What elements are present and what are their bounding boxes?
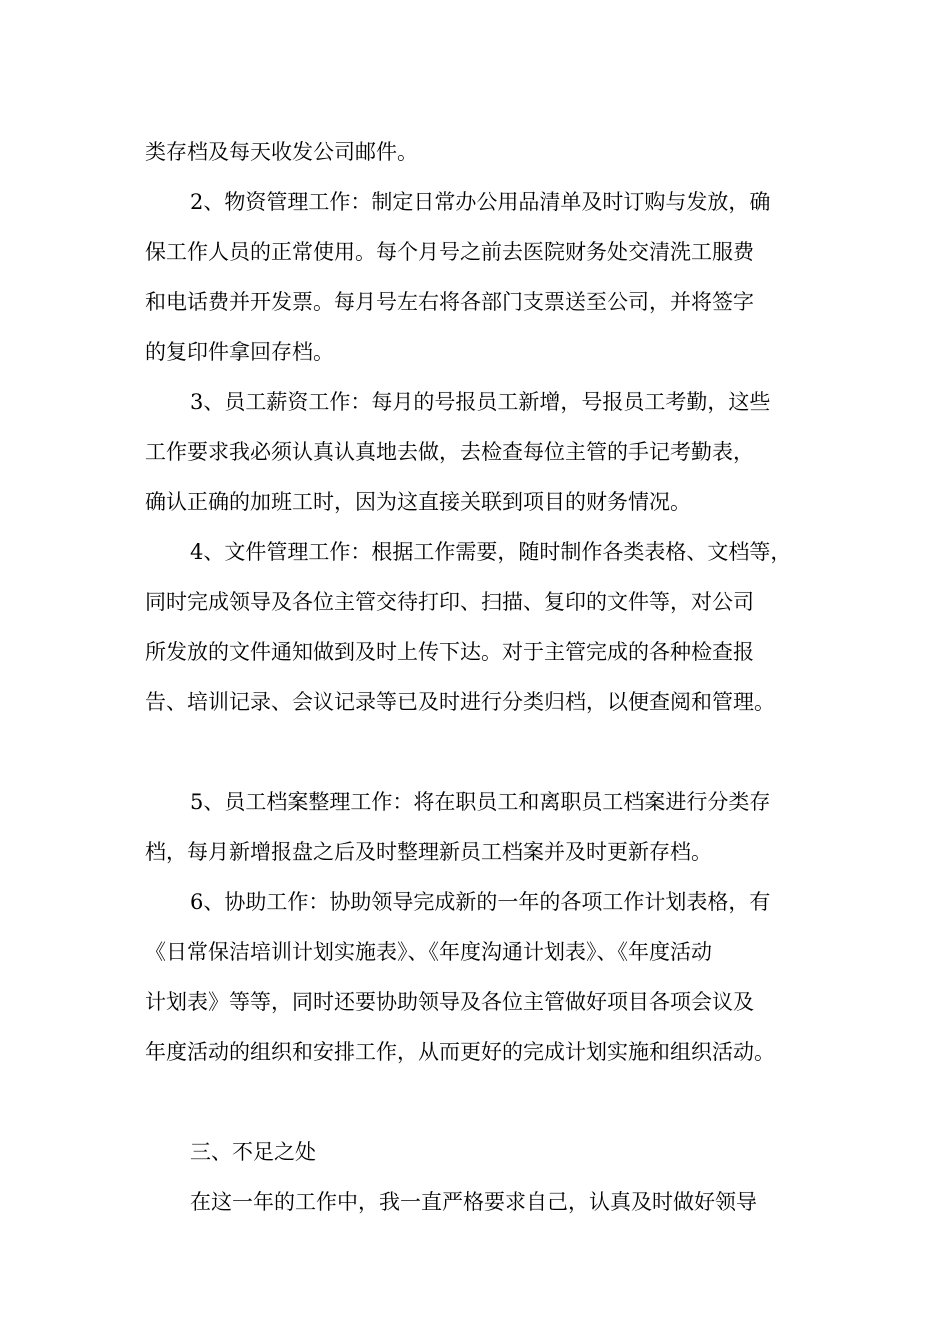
text-line: 同时完成领导及各位主管交待打印、扫描、复印的文件等，对公司 (145, 590, 754, 614)
text-line: 告、培训记录、会议记录等已及时进行分类归档，以便查阅和管理。 (145, 690, 775, 714)
text-line: 和电话费并开发票。每月号左右将各部门支票送至公司，并将签字 (145, 290, 754, 314)
text-line: 的复印件拿回存档。 (145, 340, 334, 364)
text-line: 档，每月新增报盘之后及时整理新员工档案并及时更新存档。 (145, 840, 712, 864)
paragraph-item-6: 6、协助工作：协助领导完成新的一年的各项工作计划表格，有 (190, 890, 771, 914)
paragraph-item-2: 2、物资管理工作：制定日常办公用品清单及时订购与发放，确 (190, 190, 771, 214)
paragraph-item-3: 3、员工薪资工作：每月的号报员工新增，号报员工考勤，这些 (190, 390, 771, 414)
section-heading: 三、不足之处 (190, 1140, 316, 1164)
paragraph-start: 在这一年的工作中，我一直严格要求自己，认真及时做好领导 (190, 1190, 757, 1214)
text-line: 所发放的文件通知做到及时上传下达。对于主管完成的各种检查报 (145, 640, 754, 664)
text-line: 保工作人员的正常使用。每个月号之前去医院财务处交清洗工服费 (145, 240, 754, 264)
text-line: 类存档及每天收发公司邮件。 (145, 140, 418, 164)
text-line: 年度活动的组织和安排工作，从而更好的完成计划实施和组织活动。 (145, 1040, 775, 1064)
text-line: 计划表》等等，同时还要协助领导及各位主管做好项目各项会议及 (145, 990, 754, 1014)
text-line: 工作要求我必须认真认真地去做，去检查每位主管的手记考勤表， (145, 440, 754, 464)
paragraph-item-5: 5、员工档案整理工作：将在职员工和离职员工档案进行分类存 (190, 790, 771, 814)
text-line: 《日常保洁培训计划实施表》、《年度沟通计划表》、《年度活动 (145, 940, 712, 964)
paragraph-item-4: 4、文件管理工作：根据工作需要，随时制作各类表格、文档等， (190, 540, 792, 564)
text-line: 确认正确的加班工时，因为这直接关联到项目的财务情况。 (145, 490, 691, 514)
